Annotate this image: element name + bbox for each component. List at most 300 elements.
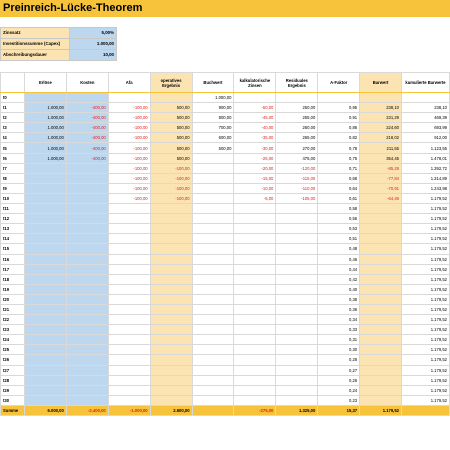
data-cell[interactable] bbox=[192, 264, 234, 274]
data-cell[interactable] bbox=[276, 274, 318, 284]
sum-cell[interactable]: 1.179,52 bbox=[360, 405, 402, 415]
period-label[interactable]: t30 bbox=[1, 395, 25, 405]
column-header[interactable]: operatives Ergebnis bbox=[150, 73, 192, 93]
period-label[interactable]: t16 bbox=[1, 254, 25, 264]
data-cell[interactable] bbox=[150, 325, 192, 335]
data-cell[interactable]: 1.000,00 bbox=[24, 143, 66, 153]
data-cell[interactable] bbox=[66, 365, 108, 375]
data-cell[interactable] bbox=[108, 93, 150, 103]
data-cell[interactable] bbox=[150, 345, 192, 355]
data-cell[interactable]: 250,00 bbox=[276, 103, 318, 113]
data-cell[interactable]: -400,00 bbox=[66, 113, 108, 123]
data-cell[interactable] bbox=[150, 395, 192, 405]
data-cell[interactable] bbox=[24, 254, 66, 264]
data-cell[interactable]: -100,00 bbox=[108, 123, 150, 133]
sum-cell[interactable] bbox=[192, 405, 234, 415]
data-cell[interactable]: -100,00 bbox=[108, 113, 150, 123]
data-cell[interactable]: 469,39 bbox=[402, 113, 450, 123]
period-label[interactable]: t21 bbox=[1, 304, 25, 314]
data-cell[interactable]: 900,00 bbox=[192, 103, 234, 113]
period-label[interactable]: t0 bbox=[1, 93, 25, 103]
data-cell[interactable] bbox=[192, 395, 234, 405]
data-cell[interactable] bbox=[24, 214, 66, 224]
data-cell[interactable] bbox=[66, 284, 108, 294]
data-cell[interactable] bbox=[192, 244, 234, 254]
data-cell[interactable] bbox=[150, 335, 192, 345]
data-cell[interactable] bbox=[234, 294, 276, 304]
column-header[interactable]: A-Faktor bbox=[318, 73, 360, 93]
data-cell[interactable] bbox=[66, 264, 108, 274]
data-cell[interactable]: -30,00 bbox=[234, 143, 276, 153]
data-cell[interactable] bbox=[360, 264, 402, 274]
data-cell[interactable] bbox=[234, 365, 276, 375]
data-cell[interactable]: 231,29 bbox=[360, 113, 402, 123]
data-cell[interactable]: 0,40 bbox=[318, 284, 360, 294]
data-cell[interactable]: 912,00 bbox=[402, 133, 450, 143]
data-cell[interactable] bbox=[192, 214, 234, 224]
data-cell[interactable]: 1.179,52 bbox=[402, 284, 450, 294]
data-cell[interactable]: 1.123,55 bbox=[402, 143, 450, 153]
data-cell[interactable] bbox=[108, 264, 150, 274]
data-cell[interactable]: 0,36 bbox=[318, 304, 360, 314]
data-cell[interactable]: 270,00 bbox=[276, 143, 318, 153]
data-cell[interactable] bbox=[360, 93, 402, 103]
period-label[interactable]: t7 bbox=[1, 163, 25, 173]
period-label[interactable]: t4 bbox=[1, 133, 25, 143]
data-cell[interactable] bbox=[276, 385, 318, 395]
data-cell[interactable] bbox=[192, 315, 234, 325]
period-label[interactable]: t26 bbox=[1, 355, 25, 365]
data-cell[interactable] bbox=[108, 345, 150, 355]
data-cell[interactable] bbox=[66, 375, 108, 385]
data-cell[interactable]: 1.000,00 bbox=[24, 103, 66, 113]
data-cell[interactable] bbox=[24, 93, 66, 103]
column-header[interactable]: kumulierte Barwerte bbox=[402, 73, 450, 93]
data-cell[interactable] bbox=[192, 204, 234, 214]
data-cell[interactable] bbox=[360, 365, 402, 375]
data-cell[interactable] bbox=[108, 335, 150, 345]
sum-cell[interactable]: 6.000,00 bbox=[24, 405, 66, 415]
data-cell[interactable] bbox=[276, 234, 318, 244]
data-cell[interactable] bbox=[276, 325, 318, 335]
period-label[interactable]: t25 bbox=[1, 345, 25, 355]
data-cell[interactable]: 1.179,52 bbox=[402, 234, 450, 244]
column-header[interactable]: Kosten bbox=[66, 73, 108, 93]
data-cell[interactable] bbox=[108, 315, 150, 325]
data-cell[interactable] bbox=[360, 335, 402, 345]
data-cell[interactable]: 1.392,72 bbox=[402, 163, 450, 173]
data-cell[interactable] bbox=[234, 395, 276, 405]
data-cell[interactable] bbox=[360, 355, 402, 365]
data-cell[interactable] bbox=[276, 93, 318, 103]
period-label[interactable]: t13 bbox=[1, 224, 25, 234]
data-cell[interactable] bbox=[150, 294, 192, 304]
data-cell[interactable]: 1.179,52 bbox=[402, 365, 450, 375]
data-cell[interactable] bbox=[24, 345, 66, 355]
data-cell[interactable] bbox=[360, 315, 402, 325]
data-cell[interactable]: -70,91 bbox=[360, 183, 402, 193]
data-cell[interactable] bbox=[360, 294, 402, 304]
data-cell[interactable] bbox=[360, 204, 402, 214]
data-cell[interactable] bbox=[66, 173, 108, 183]
data-cell[interactable]: 500,00 bbox=[150, 133, 192, 143]
data-cell[interactable]: 224,60 bbox=[360, 123, 402, 133]
data-cell[interactable]: -100,00 bbox=[150, 183, 192, 193]
period-label[interactable]: t20 bbox=[1, 294, 25, 304]
data-cell[interactable]: 1.314,89 bbox=[402, 173, 450, 183]
data-cell[interactable] bbox=[276, 244, 318, 254]
data-cell[interactable]: 265,00 bbox=[276, 133, 318, 143]
data-cell[interactable]: 1.179,52 bbox=[402, 274, 450, 284]
data-cell[interactable]: 1.000,00 bbox=[24, 153, 66, 163]
data-cell[interactable]: 0,64 bbox=[318, 183, 360, 193]
data-cell[interactable] bbox=[150, 315, 192, 325]
data-cell[interactable]: -100,00 bbox=[108, 173, 150, 183]
data-cell[interactable] bbox=[66, 93, 108, 103]
data-cell[interactable] bbox=[66, 345, 108, 355]
data-cell[interactable]: 1.179,52 bbox=[402, 335, 450, 345]
column-header[interactable]: kalkulatorische Zinsen bbox=[234, 73, 276, 93]
data-cell[interactable] bbox=[276, 365, 318, 375]
data-cell[interactable]: 218,02 bbox=[360, 133, 402, 143]
data-cell[interactable] bbox=[108, 395, 150, 405]
sum-cell[interactable]: -1.000,00 bbox=[108, 405, 150, 415]
data-cell[interactable]: 500,00 bbox=[150, 113, 192, 123]
data-cell[interactable]: 500,00 bbox=[150, 153, 192, 163]
data-cell[interactable] bbox=[276, 264, 318, 274]
data-cell[interactable]: 693,99 bbox=[402, 123, 450, 133]
data-cell[interactable]: 0,28 bbox=[318, 355, 360, 365]
data-cell[interactable]: -77,84 bbox=[360, 173, 402, 183]
data-cell[interactable] bbox=[24, 395, 66, 405]
sum-cell[interactable]: -275,00 bbox=[234, 405, 276, 415]
data-cell[interactable] bbox=[276, 224, 318, 234]
period-label[interactable]: t29 bbox=[1, 385, 25, 395]
data-cell[interactable]: 1.179,52 bbox=[402, 214, 450, 224]
data-cell[interactable] bbox=[24, 365, 66, 375]
data-cell[interactable]: 0,56 bbox=[318, 214, 360, 224]
data-cell[interactable]: 1.179,52 bbox=[402, 254, 450, 264]
data-cell[interactable] bbox=[234, 304, 276, 314]
data-cell[interactable]: 800,00 bbox=[192, 113, 234, 123]
data-cell[interactable] bbox=[234, 335, 276, 345]
data-cell[interactable] bbox=[192, 173, 234, 183]
data-cell[interactable] bbox=[24, 284, 66, 294]
data-cell[interactable]: -100,00 bbox=[150, 193, 192, 203]
data-cell[interactable]: -400,00 bbox=[66, 123, 108, 133]
data-cell[interactable] bbox=[150, 274, 192, 284]
data-cell[interactable]: -5,00 bbox=[234, 193, 276, 203]
data-cell[interactable] bbox=[192, 365, 234, 375]
data-cell[interactable] bbox=[24, 173, 66, 183]
data-cell[interactable] bbox=[360, 325, 402, 335]
data-cell[interactable]: -100,00 bbox=[108, 193, 150, 203]
data-cell[interactable] bbox=[150, 224, 192, 234]
data-cell[interactable] bbox=[234, 345, 276, 355]
data-cell[interactable]: -35,00 bbox=[234, 133, 276, 143]
data-cell[interactable] bbox=[360, 234, 402, 244]
data-cell[interactable] bbox=[66, 355, 108, 365]
data-cell[interactable]: 0,48 bbox=[318, 244, 360, 254]
data-cell[interactable]: -100,00 bbox=[108, 183, 150, 193]
data-cell[interactable] bbox=[360, 385, 402, 395]
data-cell[interactable] bbox=[234, 355, 276, 365]
data-cell[interactable] bbox=[276, 395, 318, 405]
data-cell[interactable] bbox=[108, 244, 150, 254]
period-label[interactable]: t5 bbox=[1, 143, 25, 153]
data-cell[interactable] bbox=[66, 304, 108, 314]
column-header[interactable]: Residuales Ergebnis bbox=[276, 73, 318, 93]
column-header[interactable]: Erlöse bbox=[24, 73, 66, 93]
param-value-cell[interactable]: 10,00 bbox=[70, 50, 117, 61]
period-label[interactable]: t1 bbox=[1, 103, 25, 113]
data-cell[interactable]: 1.179,52 bbox=[402, 315, 450, 325]
period-label[interactable]: t8 bbox=[1, 173, 25, 183]
data-cell[interactable]: 0,38 bbox=[318, 294, 360, 304]
period-label[interactable]: t3 bbox=[1, 123, 25, 133]
data-cell[interactable] bbox=[150, 93, 192, 103]
data-cell[interactable] bbox=[276, 335, 318, 345]
data-cell[interactable] bbox=[24, 325, 66, 335]
param-value-cell[interactable]: 1.000,00 bbox=[70, 39, 117, 50]
data-cell[interactable] bbox=[66, 274, 108, 284]
data-cell[interactable] bbox=[108, 365, 150, 375]
data-cell[interactable]: -100,00 bbox=[150, 173, 192, 183]
data-cell[interactable]: 1.179,52 bbox=[402, 264, 450, 274]
data-cell[interactable] bbox=[150, 264, 192, 274]
data-cell[interactable]: 600,00 bbox=[192, 133, 234, 143]
data-cell[interactable] bbox=[360, 244, 402, 254]
data-cell[interactable] bbox=[192, 375, 234, 385]
data-cell[interactable] bbox=[24, 234, 66, 244]
data-cell[interactable] bbox=[24, 224, 66, 234]
data-cell[interactable] bbox=[192, 355, 234, 365]
period-label[interactable]: t2 bbox=[1, 113, 25, 123]
data-cell[interactable] bbox=[150, 234, 192, 244]
data-cell[interactable]: 1.179,52 bbox=[402, 204, 450, 214]
data-cell[interactable]: 500,00 bbox=[192, 143, 234, 153]
data-cell[interactable] bbox=[234, 93, 276, 103]
data-cell[interactable]: 0,53 bbox=[318, 224, 360, 234]
data-cell[interactable]: 0,71 bbox=[318, 163, 360, 173]
data-cell[interactable] bbox=[402, 93, 450, 103]
data-cell[interactable] bbox=[360, 345, 402, 355]
data-cell[interactable]: 0,82 bbox=[318, 133, 360, 143]
data-cell[interactable] bbox=[108, 204, 150, 214]
data-cell[interactable] bbox=[234, 214, 276, 224]
data-cell[interactable] bbox=[108, 284, 150, 294]
data-cell[interactable]: 0,46 bbox=[318, 254, 360, 264]
data-cell[interactable] bbox=[192, 234, 234, 244]
data-cell[interactable] bbox=[192, 163, 234, 173]
data-cell[interactable] bbox=[276, 284, 318, 294]
data-cell[interactable] bbox=[360, 274, 402, 284]
data-cell[interactable] bbox=[24, 163, 66, 173]
data-cell[interactable]: 354,45 bbox=[360, 153, 402, 163]
data-cell[interactable] bbox=[24, 193, 66, 203]
data-cell[interactable]: 1.179,52 bbox=[402, 294, 450, 304]
data-cell[interactable] bbox=[234, 254, 276, 264]
data-cell[interactable] bbox=[318, 93, 360, 103]
data-cell[interactable] bbox=[192, 385, 234, 395]
data-cell[interactable]: 1.000,00 bbox=[24, 113, 66, 123]
data-cell[interactable] bbox=[276, 304, 318, 314]
data-cell[interactable]: -15,00 bbox=[234, 173, 276, 183]
period-label[interactable]: t23 bbox=[1, 325, 25, 335]
data-cell[interactable] bbox=[360, 214, 402, 224]
data-cell[interactable] bbox=[276, 345, 318, 355]
data-cell[interactable]: -110,00 bbox=[276, 183, 318, 193]
data-cell[interactable] bbox=[276, 294, 318, 304]
data-cell[interactable] bbox=[234, 375, 276, 385]
data-cell[interactable] bbox=[66, 183, 108, 193]
data-cell[interactable] bbox=[66, 193, 108, 203]
data-cell[interactable] bbox=[24, 385, 66, 395]
data-cell[interactable]: -400,00 bbox=[66, 153, 108, 163]
data-cell[interactable]: -100,00 bbox=[108, 163, 150, 173]
data-cell[interactable]: -120,00 bbox=[276, 163, 318, 173]
data-cell[interactable] bbox=[66, 395, 108, 405]
data-cell[interactable] bbox=[192, 284, 234, 294]
data-cell[interactable] bbox=[108, 355, 150, 365]
data-cell[interactable] bbox=[66, 224, 108, 234]
data-cell[interactable]: -100,00 bbox=[108, 133, 150, 143]
data-cell[interactable]: 0,95 bbox=[318, 103, 360, 113]
data-cell[interactable] bbox=[234, 204, 276, 214]
data-cell[interactable] bbox=[150, 204, 192, 214]
data-cell[interactable] bbox=[24, 294, 66, 304]
data-cell[interactable]: 1.179,52 bbox=[402, 304, 450, 314]
data-cell[interactable]: -400,00 bbox=[66, 133, 108, 143]
data-cell[interactable]: 0,68 bbox=[318, 173, 360, 183]
period-label[interactable]: t10 bbox=[1, 193, 25, 203]
data-cell[interactable]: 260,00 bbox=[276, 123, 318, 133]
data-cell[interactable] bbox=[150, 284, 192, 294]
data-cell[interactable] bbox=[234, 244, 276, 254]
data-cell[interactable]: 0,86 bbox=[318, 123, 360, 133]
data-cell[interactable]: 0,42 bbox=[318, 274, 360, 284]
data-cell[interactable] bbox=[192, 335, 234, 345]
data-cell[interactable] bbox=[234, 284, 276, 294]
sum-cell[interactable] bbox=[402, 405, 450, 415]
data-cell[interactable] bbox=[24, 183, 66, 193]
column-header[interactable]: Barwert bbox=[360, 73, 402, 93]
data-cell[interactable] bbox=[192, 193, 234, 203]
period-label[interactable]: t27 bbox=[1, 365, 25, 375]
data-cell[interactable] bbox=[66, 315, 108, 325]
data-cell[interactable] bbox=[276, 204, 318, 214]
data-cell[interactable] bbox=[234, 315, 276, 325]
data-cell[interactable]: 0,26 bbox=[318, 375, 360, 385]
data-cell[interactable]: 500,00 bbox=[150, 103, 192, 113]
data-cell[interactable] bbox=[150, 385, 192, 395]
data-cell[interactable] bbox=[108, 234, 150, 244]
data-cell[interactable] bbox=[360, 224, 402, 234]
data-cell[interactable]: 0,91 bbox=[318, 113, 360, 123]
data-cell[interactable]: -105,00 bbox=[276, 193, 318, 203]
data-cell[interactable] bbox=[66, 214, 108, 224]
data-cell[interactable]: 500,00 bbox=[150, 143, 192, 153]
data-cell[interactable] bbox=[150, 254, 192, 264]
data-cell[interactable]: 700,00 bbox=[192, 123, 234, 133]
data-cell[interactable] bbox=[108, 385, 150, 395]
data-cell[interactable] bbox=[66, 163, 108, 173]
data-cell[interactable] bbox=[360, 375, 402, 385]
column-header[interactable]: Afa bbox=[108, 73, 150, 93]
data-cell[interactable] bbox=[276, 315, 318, 325]
data-cell[interactable] bbox=[24, 375, 66, 385]
data-cell[interactable] bbox=[66, 335, 108, 345]
data-cell[interactable]: -10,00 bbox=[234, 183, 276, 193]
data-cell[interactable] bbox=[108, 214, 150, 224]
data-cell[interactable]: 0,78 bbox=[318, 143, 360, 153]
data-cell[interactable] bbox=[66, 254, 108, 264]
data-cell[interactable]: 1.179,52 bbox=[402, 193, 450, 203]
data-cell[interactable] bbox=[66, 244, 108, 254]
data-cell[interactable]: 238,10 bbox=[360, 103, 402, 113]
column-header[interactable]: Buchwert bbox=[192, 73, 234, 93]
period-label[interactable]: t19 bbox=[1, 284, 25, 294]
data-cell[interactable]: 0,24 bbox=[318, 385, 360, 395]
period-label[interactable]: t6 bbox=[1, 153, 25, 163]
data-cell[interactable]: -40,00 bbox=[234, 123, 276, 133]
data-cell[interactable] bbox=[108, 304, 150, 314]
data-cell[interactable] bbox=[24, 315, 66, 325]
sum-label[interactable]: Summe bbox=[1, 405, 25, 415]
data-cell[interactable]: 1.478,01 bbox=[402, 153, 450, 163]
data-cell[interactable]: 1.000,00 bbox=[192, 93, 234, 103]
data-cell[interactable] bbox=[150, 365, 192, 375]
data-cell[interactable] bbox=[276, 375, 318, 385]
data-cell[interactable] bbox=[66, 204, 108, 214]
data-cell[interactable] bbox=[150, 304, 192, 314]
data-cell[interactable]: 500,00 bbox=[150, 123, 192, 133]
period-label[interactable]: t24 bbox=[1, 335, 25, 345]
data-cell[interactable] bbox=[24, 304, 66, 314]
data-cell[interactable]: 1.179,52 bbox=[402, 385, 450, 395]
period-label[interactable]: t15 bbox=[1, 244, 25, 254]
data-cell[interactable] bbox=[24, 244, 66, 254]
data-cell[interactable]: -100,00 bbox=[108, 153, 150, 163]
data-cell[interactable]: 0,31 bbox=[318, 335, 360, 345]
data-cell[interactable]: 1.000,00 bbox=[24, 123, 66, 133]
data-cell[interactable]: 0,44 bbox=[318, 264, 360, 274]
data-cell[interactable] bbox=[66, 294, 108, 304]
data-cell[interactable]: -50,00 bbox=[234, 103, 276, 113]
data-cell[interactable]: 238,10 bbox=[402, 103, 450, 113]
data-cell[interactable] bbox=[150, 355, 192, 365]
data-cell[interactable] bbox=[360, 304, 402, 314]
data-cell[interactable] bbox=[192, 325, 234, 335]
data-cell[interactable] bbox=[24, 335, 66, 345]
data-cell[interactable]: 0,23 bbox=[318, 395, 360, 405]
sum-cell[interactable]: 2.600,00 bbox=[150, 405, 192, 415]
data-cell[interactable] bbox=[192, 224, 234, 234]
data-cell[interactable] bbox=[192, 294, 234, 304]
data-cell[interactable]: -100,00 bbox=[150, 163, 192, 173]
period-label[interactable]: t11 bbox=[1, 204, 25, 214]
data-cell[interactable]: 1.243,98 bbox=[402, 183, 450, 193]
data-cell[interactable] bbox=[108, 224, 150, 234]
data-cell[interactable] bbox=[276, 355, 318, 365]
data-cell[interactable] bbox=[234, 274, 276, 284]
sum-cell[interactable]: 1.325,00 bbox=[276, 405, 318, 415]
data-cell[interactable] bbox=[24, 264, 66, 274]
data-cell[interactable] bbox=[234, 264, 276, 274]
data-cell[interactable]: 475,00 bbox=[276, 153, 318, 163]
data-cell[interactable]: 0,33 bbox=[318, 325, 360, 335]
data-cell[interactable]: 0,27 bbox=[318, 365, 360, 375]
